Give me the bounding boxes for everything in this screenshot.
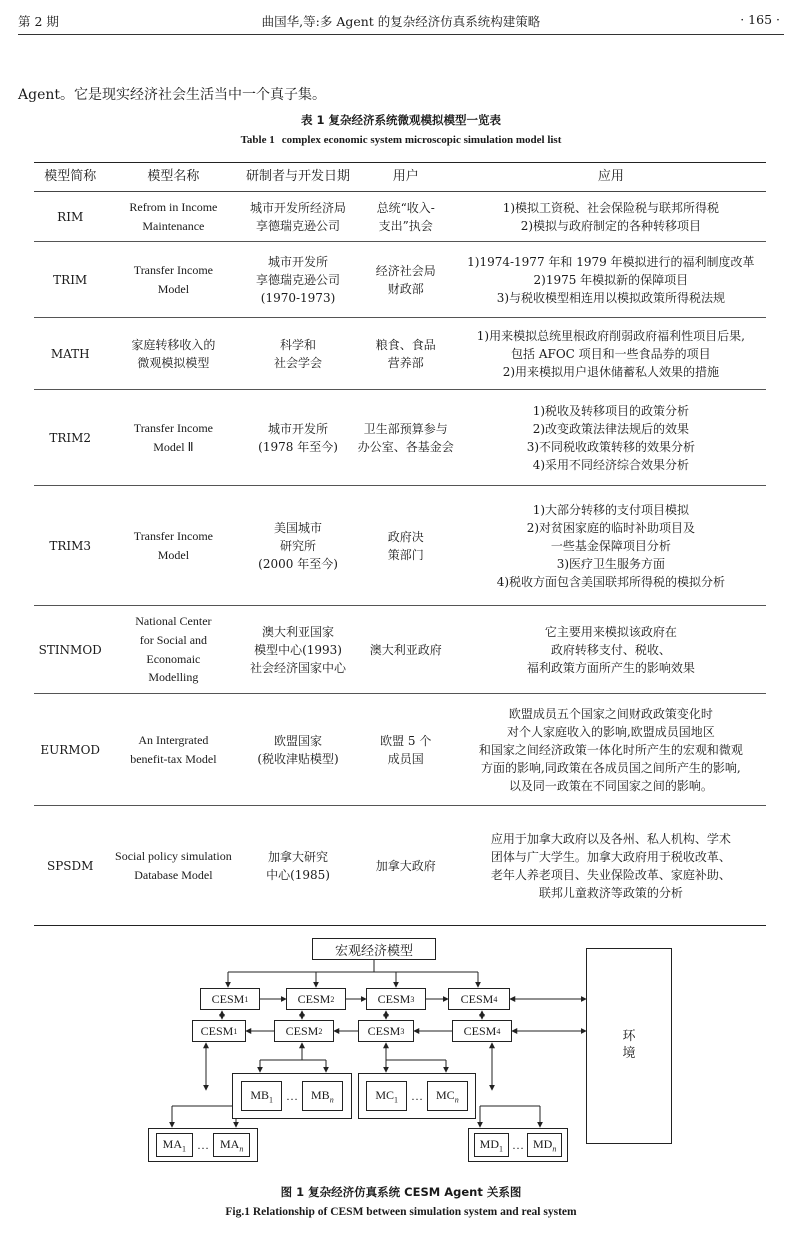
- model-name-line: Database Model: [134, 867, 213, 882]
- model-abbr-cell: MATH: [34, 318, 106, 390]
- application-cell: [456, 242, 766, 318]
- application-line: 1)税收及转移项目的政策分析: [532, 403, 690, 418]
- developer-line: 城市开发所: [268, 254, 329, 269]
- table-caption-cn: 表 1 复杂经济系统微观模拟模型一览表: [300, 113, 501, 127]
- model-name-line: Economaic: [146, 651, 201, 666]
- application-line: 包括 AFOC 项目和一些食品券的项目: [511, 346, 711, 361]
- application-line: 福利政策方面所产生的影响效果: [526, 660, 695, 675]
- developer-line: 科学和: [280, 337, 317, 352]
- model-name-line: benefit-tax Model: [130, 751, 217, 766]
- application-cell: [456, 694, 766, 806]
- developer-cell: [240, 192, 355, 242]
- cesm-bottom-3: CESM 3: [358, 1020, 414, 1042]
- application-line: 2)用来模拟用户退休储蓄私人效果的措施: [502, 364, 720, 379]
- model-name-cell: [106, 806, 240, 926]
- model-name-line: Model: [157, 281, 190, 296]
- table-row: [34, 390, 766, 486]
- user-line: 成员国: [387, 751, 424, 766]
- developer-line: (1978 年至今): [258, 439, 338, 454]
- diagram-connectors: [0, 930, 802, 1170]
- user-line: 加拿大政府: [375, 858, 436, 873]
- running-title: 曲国华,等:多 Agent 的复杂经济仿真系统构建策略: [261, 14, 541, 29]
- application-line: 应用于加拿大政府以及各州、私人机构、学术: [490, 831, 731, 846]
- model-name-cell: [106, 694, 240, 806]
- model-name-line: Model: [157, 547, 190, 562]
- model-abbr-cell: RIM: [34, 192, 106, 242]
- developer-line: 社会经济国家中心: [250, 660, 347, 675]
- model-table: [34, 162, 766, 926]
- cesm-top-1: CESM 1: [200, 988, 260, 1010]
- figure-caption-cn: 图 1 复杂经济仿真系统 CESM Agent 关系图: [280, 1185, 522, 1199]
- table-row: [34, 192, 766, 242]
- user-line: 总统“收入-: [376, 200, 435, 215]
- page-number: · 165 ·: [740, 12, 780, 27]
- developer-line: (1970-1973): [260, 290, 336, 305]
- developer-line: 欧盟国家: [274, 733, 323, 748]
- application-line: 老年人养老项目、失业保险改革、家庭补助、: [490, 867, 731, 882]
- developer-line: 社会学会: [274, 355, 323, 370]
- application-line: 团体与广大学生。加拿大政府用于税收改革、: [490, 849, 731, 864]
- application-line: 3)医疗卫生服务方面: [556, 556, 666, 571]
- developer-line: 美国城市: [274, 520, 323, 535]
- application-line: 3)与税收模型相连用以模拟政策所得税法规: [496, 290, 726, 305]
- model-name-cell: [106, 390, 240, 486]
- developer-line: 加拿大研究: [268, 849, 329, 864]
- model-abbr-cell: TRIM: [34, 242, 106, 318]
- model-abbr-cell: TRIM3: [34, 486, 106, 606]
- table-header-row: [34, 163, 766, 192]
- application-line: 1)用来模拟总统里根政府削弱政府福利性项目后果,: [476, 328, 745, 343]
- developer-line: 模型中心(1993): [254, 642, 342, 657]
- table-row: [34, 486, 766, 606]
- application-line: 4)采用不同经济综合效果分析: [532, 457, 690, 472]
- model-name-cell: [106, 192, 240, 242]
- table-body: [34, 192, 766, 926]
- application-line: 3)不同税收政策转移的效果分析: [526, 439, 696, 454]
- application-line: 政府转移支付、税收、: [550, 642, 671, 657]
- user-cell: [356, 192, 456, 242]
- application-line: 欧盟成员五个国家之间财政政策变化时: [508, 706, 713, 721]
- table-title-en: complex economic system microscopic simulation model list: [281, 134, 562, 146]
- developer-line: (2000 年至今): [258, 556, 338, 571]
- model-name-line: National Center: [135, 614, 212, 629]
- header-rule: [18, 34, 784, 35]
- model-name-cell: [106, 318, 240, 390]
- developer-cell: [240, 390, 355, 486]
- user-line: 政府决: [387, 529, 424, 544]
- macro-economic-model-box: 宏观经济模型: [312, 938, 436, 960]
- cesm-bottom-2: CESM 2: [274, 1020, 334, 1042]
- table-caption-en: [0, 133, 802, 146]
- model-name-cell: [106, 486, 240, 606]
- figure-caption-en: Fig.1 Relationship of CESM between simulation system and real system: [225, 1206, 577, 1218]
- mb-group: $MB_1$ … $MB_n$: [232, 1073, 352, 1119]
- page-header: [0, 10, 802, 32]
- application-line: 联邦儿童救济等政策的分析: [538, 885, 683, 900]
- user-line: 经济社会局: [375, 263, 436, 278]
- application-line: 1)模拟工资税、社会保险税与联邦所得税: [502, 200, 720, 215]
- intro-paragraph: Agent。它是现实经济社会生活当中一个真子集。: [18, 87, 326, 103]
- column-header: 模型名称: [106, 163, 240, 192]
- application-line: 方面的影响,同政策在各成员国之间所产生的影响,: [481, 760, 741, 775]
- user-line: 欧盟 5 个: [380, 733, 432, 748]
- developer-line: 享德瑞克逊公司: [256, 272, 341, 287]
- application-line: 一些基金保障项目分析: [550, 538, 671, 553]
- model-name-line: An Intergrated: [138, 732, 209, 747]
- application-line: 对个人家庭收入的影响,欧盟成员国地区: [506, 724, 715, 739]
- column-header: 应用: [456, 163, 766, 192]
- developer-cell: [240, 806, 355, 926]
- application-cell: [456, 806, 766, 926]
- user-cell: [356, 390, 456, 486]
- developer-line: 享德瑞克逊公司: [256, 218, 341, 233]
- application-cell: [456, 390, 766, 486]
- developer-line: 中心(1985): [266, 867, 330, 882]
- model-name-cell: [106, 242, 240, 318]
- issue-number: 第 2 期: [18, 14, 59, 29]
- user-cell: [356, 694, 456, 806]
- application-line: 4)税收方面包含美国联邦所得税的模拟分析: [496, 574, 726, 589]
- application-cell: [456, 192, 766, 242]
- model-name-cell: [106, 606, 240, 694]
- model-name-line: 微观模拟模型: [137, 355, 210, 370]
- environment-box: 环 境: [586, 948, 672, 1144]
- cesm-top-2: CESM 2: [286, 988, 346, 1010]
- model-abbr-cell: EURMOD: [34, 694, 106, 806]
- table-row: [34, 318, 766, 390]
- application-line: 和国家之间经济政策一体化时所产生的宏观和微观: [478, 742, 743, 757]
- user-line: 卫生部预算参与: [363, 421, 448, 436]
- table-label-en: Table 1: [240, 134, 275, 146]
- cesm-top-3: CESM 3: [366, 988, 426, 1010]
- application-line: 以及同一政策在不同国家之间的影响。: [508, 778, 713, 793]
- application-line: 它主要用来模拟该政府在: [544, 624, 677, 639]
- column-header: 研制者与开发日期: [240, 163, 355, 192]
- cesm-top-4: CESM 4: [448, 988, 510, 1010]
- table-row: [34, 806, 766, 926]
- user-cell: [356, 806, 456, 926]
- user-line: 支出”执会: [378, 218, 433, 233]
- application-cell: [456, 606, 766, 694]
- ma-group: $MA_1$ … $MA_n$: [148, 1128, 258, 1162]
- application-line: 2)1975 年模拟新的保障项目: [533, 272, 689, 287]
- table-row: [34, 242, 766, 318]
- cesm-bottom-1: CESM 1: [192, 1020, 246, 1042]
- md-group: $MD_1$ … $MD_n$: [468, 1128, 568, 1162]
- model-name-line: Refrom in Income: [129, 199, 218, 214]
- user-cell: [356, 242, 456, 318]
- model-abbr-cell: SPSDM: [34, 806, 106, 926]
- model-name-line: 家庭转移收入的: [131, 337, 216, 352]
- model-name-line: Model Ⅱ: [153, 439, 194, 454]
- model-name-line: Maintenance: [142, 218, 205, 233]
- developer-cell: [240, 606, 355, 694]
- application-line: 2)模拟与政府制定的各种转移项目: [520, 218, 702, 233]
- model-name-line: for Social and: [139, 632, 208, 647]
- developer-line: 城市开发所: [268, 421, 329, 436]
- model-name-line: Modelling: [148, 670, 199, 685]
- figure-cesm-diagram: [0, 930, 802, 1170]
- user-cell: [356, 606, 456, 694]
- developer-cell: [240, 694, 355, 806]
- user-line: 策部门: [387, 547, 424, 562]
- model-name-line: Transfer Income: [133, 528, 213, 543]
- developer-line: 澳大利亚国家: [262, 624, 335, 639]
- application-line: 1)1974-1977 年和 1979 年模拟进行的福利制度改革: [467, 254, 755, 269]
- model-name-line: Transfer Income: [133, 420, 213, 435]
- user-line: 财政部: [387, 281, 424, 296]
- table-row: [34, 694, 766, 806]
- user-cell: [356, 486, 456, 606]
- developer-line: 城市开发所经济局: [250, 200, 347, 215]
- cesm-bottom-4: CESM 4: [452, 1020, 512, 1042]
- user-line: 营养部: [387, 355, 424, 370]
- application-line: 1)大部分转移的支付项目模拟: [532, 502, 690, 517]
- model-abbr-cell: STINMOD: [34, 606, 106, 694]
- developer-cell: [240, 318, 355, 390]
- developer-line: 研究所: [280, 538, 317, 553]
- developer-cell: [240, 486, 355, 606]
- application-cell: [456, 486, 766, 606]
- column-header: 模型简称: [34, 163, 106, 192]
- user-line: 办公室、各基金会: [357, 439, 454, 454]
- model-name-line: Transfer Income: [133, 262, 213, 277]
- user-cell: [356, 318, 456, 390]
- model-name-line: Social policy simulation: [115, 848, 232, 863]
- user-line: 粮食、食品: [375, 337, 436, 352]
- application-line: 2)对贫困家庭的临时补助项目及: [526, 520, 696, 535]
- developer-line: (税收津贴模型): [257, 751, 339, 766]
- model-abbr-cell: TRIM2: [34, 390, 106, 486]
- user-line: 澳大利亚政府: [369, 642, 442, 657]
- developer-cell: [240, 242, 355, 318]
- application-cell: [456, 318, 766, 390]
- mc-group: $MC_1$ … $MC_n$: [358, 1073, 476, 1119]
- table-row: [34, 606, 766, 694]
- column-header: 用户: [356, 163, 456, 192]
- application-line: 2)改变政策法律法规后的效果: [532, 421, 690, 436]
